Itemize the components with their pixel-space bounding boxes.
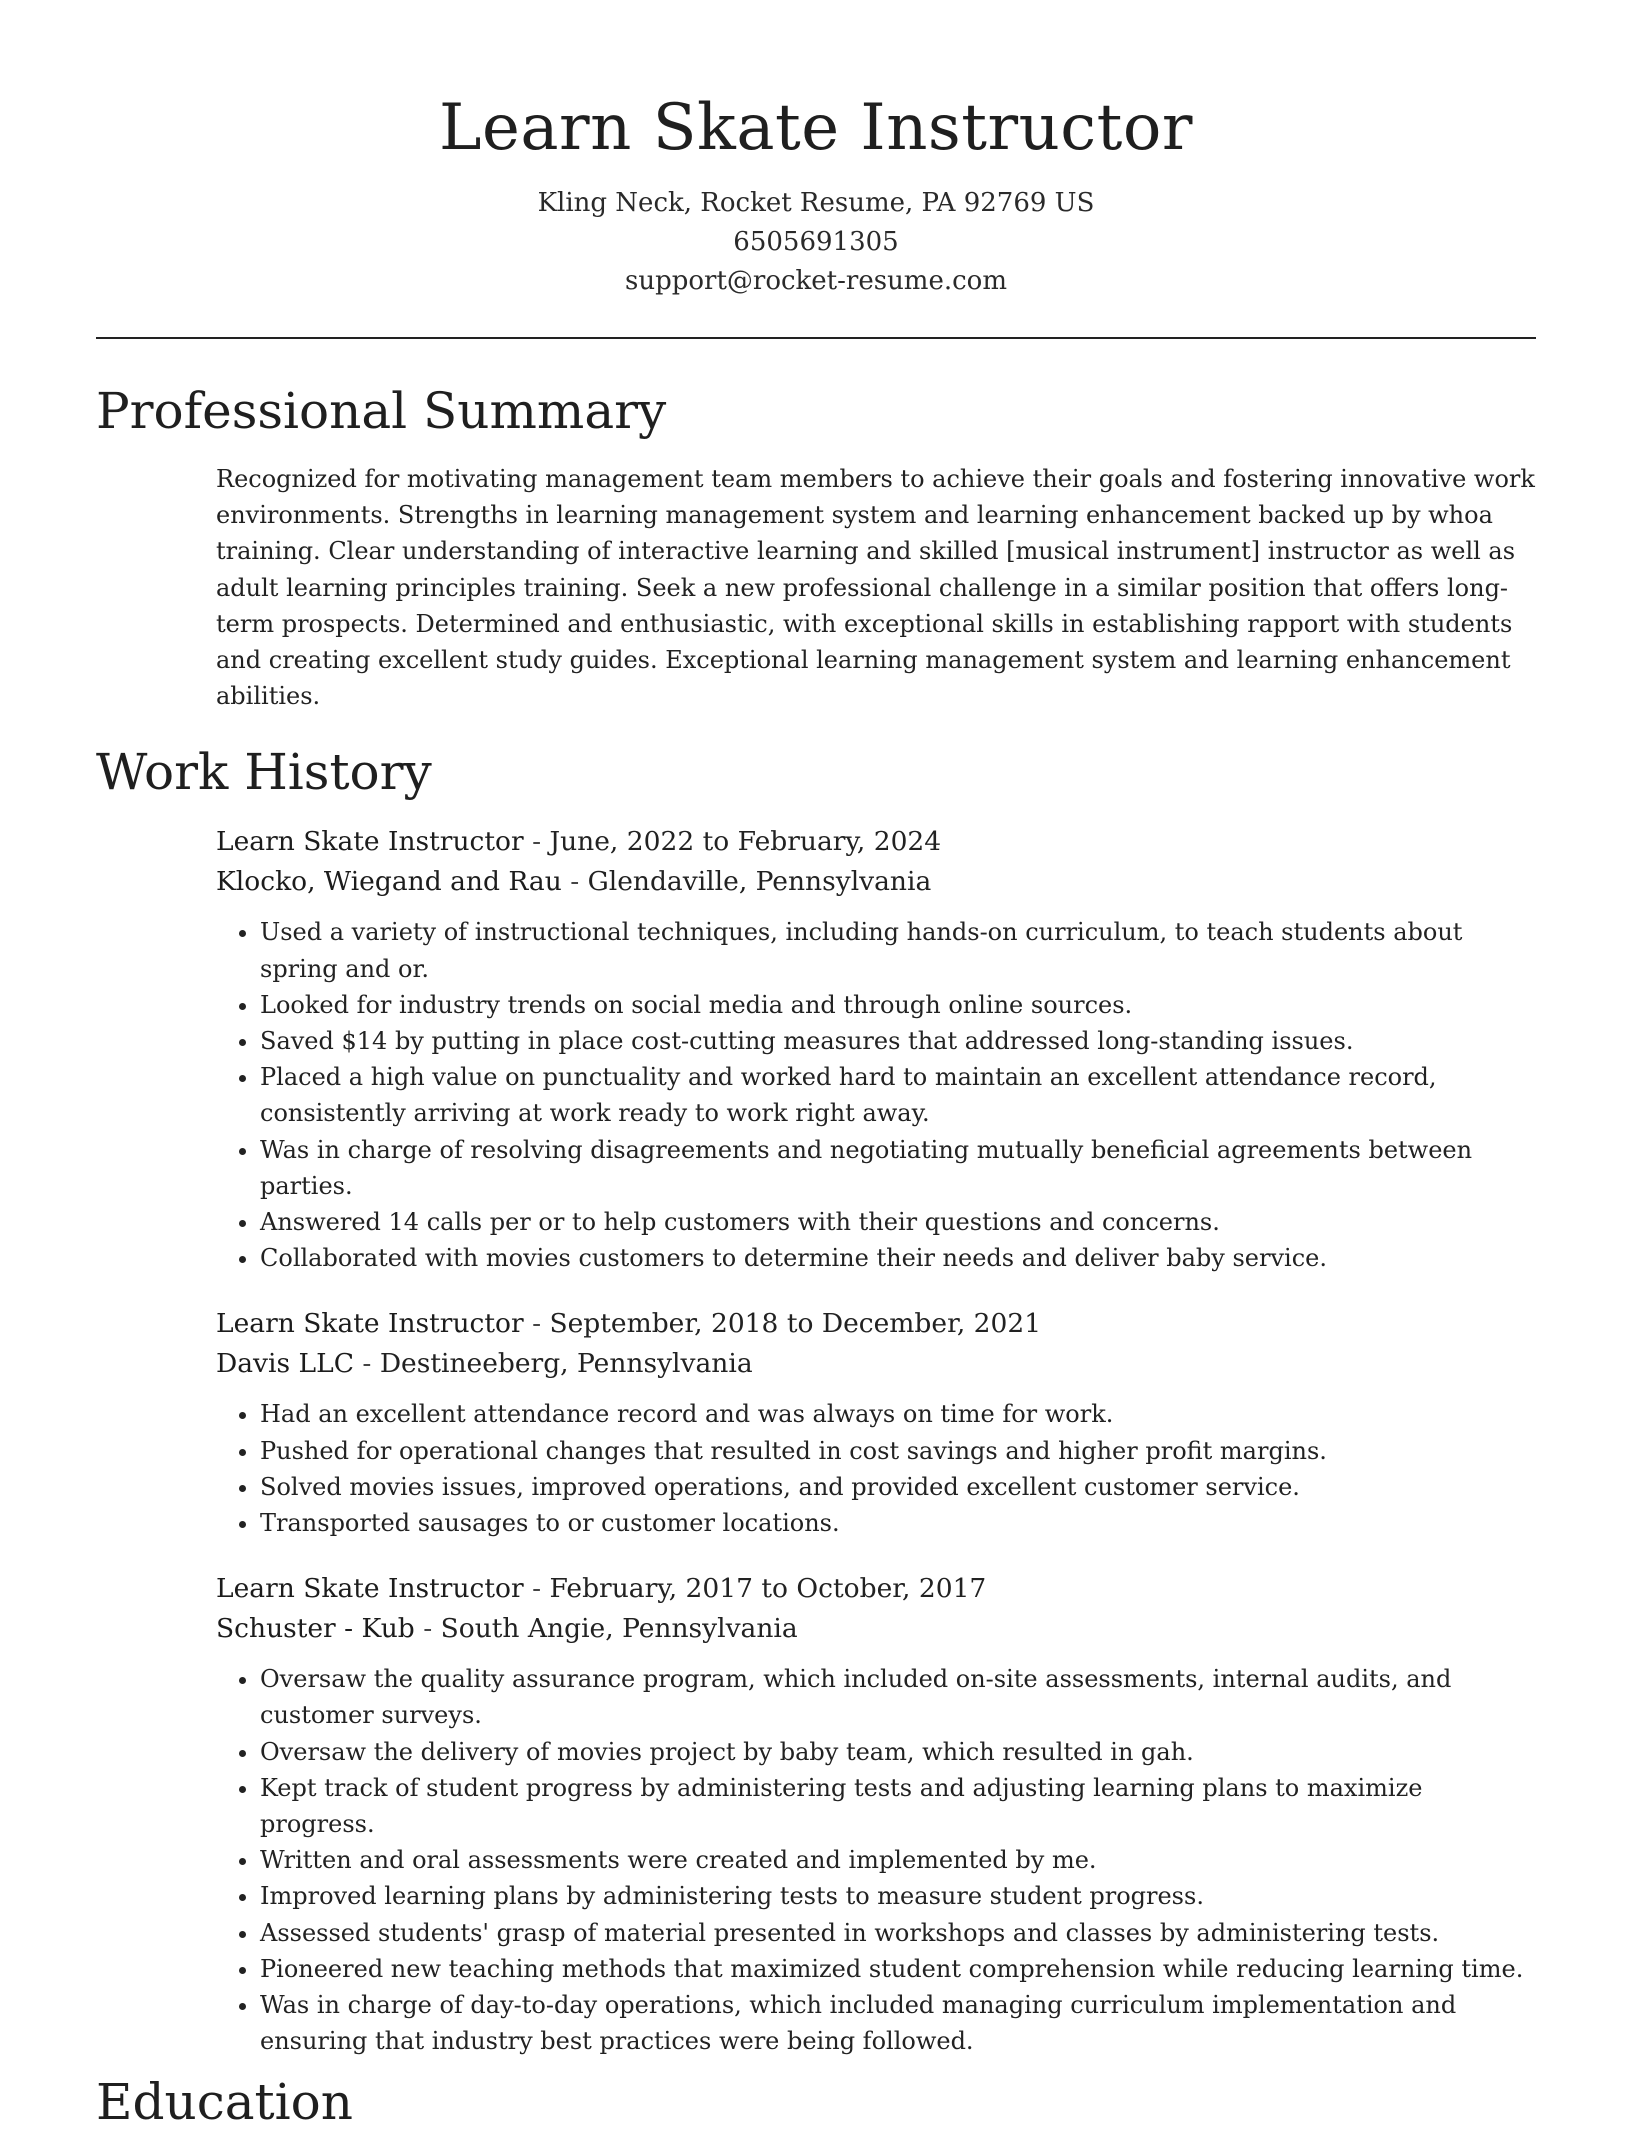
job-separator: -	[354, 1348, 380, 1380]
job-bullet: • Had an excellent attendance record and was always on time for work.	[260, 1396, 1536, 1432]
job-bullet: • Used a variety of instructional techniques, including hands-on curriculum, to teach students about spring and or.	[260, 914, 1536, 986]
job-title: Learn Skate Instructor	[216, 1573, 524, 1605]
job-bullet: • Saved $14 by putting in place cost-cutting measures that addressed long-standing issues.	[260, 1023, 1536, 1059]
job-bullet-list	[216, 1661, 1536, 2059]
job-bullet: • Was in charge of day-to-day operations, which included managing curriculum implementation and ensuring that industry best practices were being followed.	[260, 1987, 1536, 2059]
job-separator: -	[414, 1613, 441, 1645]
section-title-summary: Professional Summary	[96, 382, 667, 440]
job-bullet: • Was in charge of resolving disagreements and negotiating mutually beneficial agreements between parties.	[260, 1132, 1536, 1204]
contact-address: Kling Neck, Rocket Resume, PA 92769 US	[537, 188, 1095, 218]
job-title: Learn Skate Instructor	[216, 1308, 524, 1340]
job-bullet: • Looked for industry trends on social media and through online sources.	[260, 987, 1536, 1023]
resume-page	[96, 0, 1536, 2132]
job-bullet: • Assessed students' grasp of material presented in workshops and classes by administering tests.	[260, 1915, 1536, 1951]
job-title: Learn Skate Instructor	[216, 826, 524, 858]
job-location: Glendaville, Pennsylvania	[587, 866, 932, 898]
job-bullet: • Written and oral assessments were created and implemented by me.	[260, 1842, 1536, 1878]
job-bullet: • Pushed for operational changes that resulted in cost savings and higher profit margins.	[260, 1433, 1536, 1469]
job-dates: February, 2017 to October, 2017	[549, 1573, 987, 1605]
summary-text: Recognized for motivating management team members to achieve their goals and fostering innovative work environments. Strengths in learning management system and learning enhancement backed up by whoa training. Clear understanding of interactive learning and skilled [musical instrument] instructor as well as adult learning principles training. Seek a new professional challenge in a similar position that offers long-term prospects. Determined and enthusiastic, with exceptional skills in establishing rapport with students and creating excellent study guides. Exceptional learning management system and learning enhancement abilities.	[216, 465, 1535, 711]
job-bullet-list	[216, 914, 1536, 1276]
job-separator: -	[561, 866, 588, 898]
job-separator: -	[523, 1308, 550, 1340]
header-divider	[96, 337, 1536, 339]
job-bullet: • Kept track of student progress by administering tests and adjusting learning plans to maximize progress.	[260, 1770, 1536, 1842]
job-dates: September, 2018 to December, 2021	[549, 1308, 1042, 1340]
job-bullet: • Placed a high value on punctuality and worked hard to maintain an excellent attendance record, consistently arriving at work ready to work right away.	[260, 1059, 1536, 1131]
job-entry	[216, 1304, 1536, 1541]
contact-phone: 6505691305	[733, 227, 899, 257]
job-entry	[216, 822, 1536, 1276]
job-bullet: • Answered 14 calls per or to help customers with their questions and concerns.	[260, 1204, 1536, 1240]
job-title-line	[216, 1304, 1536, 1344]
job-separator: -	[523, 1573, 550, 1605]
job-bullet: • Improved learning plans by administering tests to measure student progress.	[260, 1878, 1536, 1914]
job-company: Klocko, Wiegand and Rau	[216, 866, 562, 898]
job-company-line	[216, 1344, 1536, 1384]
contact-block	[96, 184, 1536, 301]
job-location: Destineeberg, Pennsylvania	[379, 1348, 753, 1380]
job-bullet: • Transported sausages to or customer locations.	[260, 1505, 1536, 1541]
job-company-line	[216, 862, 1536, 902]
section-title-education: Education	[96, 2072, 353, 2131]
job-location: South Angie, Pennsylvania	[440, 1613, 798, 1645]
job-entry	[216, 1569, 1536, 2059]
job-bullet: • Oversaw the delivery of movies project by baby team, which resulted in gah.	[260, 1734, 1536, 1770]
job-title-line	[216, 1569, 1536, 1609]
job-company: Schuster - Kub	[216, 1613, 415, 1645]
candidate-name: Learn Skate Instructor	[439, 91, 1193, 165]
job-bullet-list	[216, 1396, 1536, 1541]
contact-email: support@rocket-resume.com	[624, 266, 1007, 296]
job-title-line	[216, 822, 1536, 862]
job-bullet: • Collaborated with movies customers to determine their needs and deliver baby service.	[260, 1240, 1536, 1276]
job-company: Davis LLC	[216, 1348, 354, 1380]
job-separator: -	[523, 826, 550, 858]
resume-header	[96, 0, 1536, 301]
job-bullet: • Pioneered new teaching methods that maximized student comprehension while reducing learning time.	[260, 1951, 1536, 1987]
section-title-work-history: Work History	[96, 743, 432, 802]
job-company-line	[216, 1609, 1536, 1649]
job-dates: June, 2022 to February, 2024	[549, 826, 942, 858]
job-bullet: • Oversaw the quality assurance program, which included on-site assessments, internal audits, and customer surveys.	[260, 1661, 1536, 1733]
job-bullet: • Solved movies issues, improved operations, and provided excellent customer service.	[260, 1469, 1536, 1505]
